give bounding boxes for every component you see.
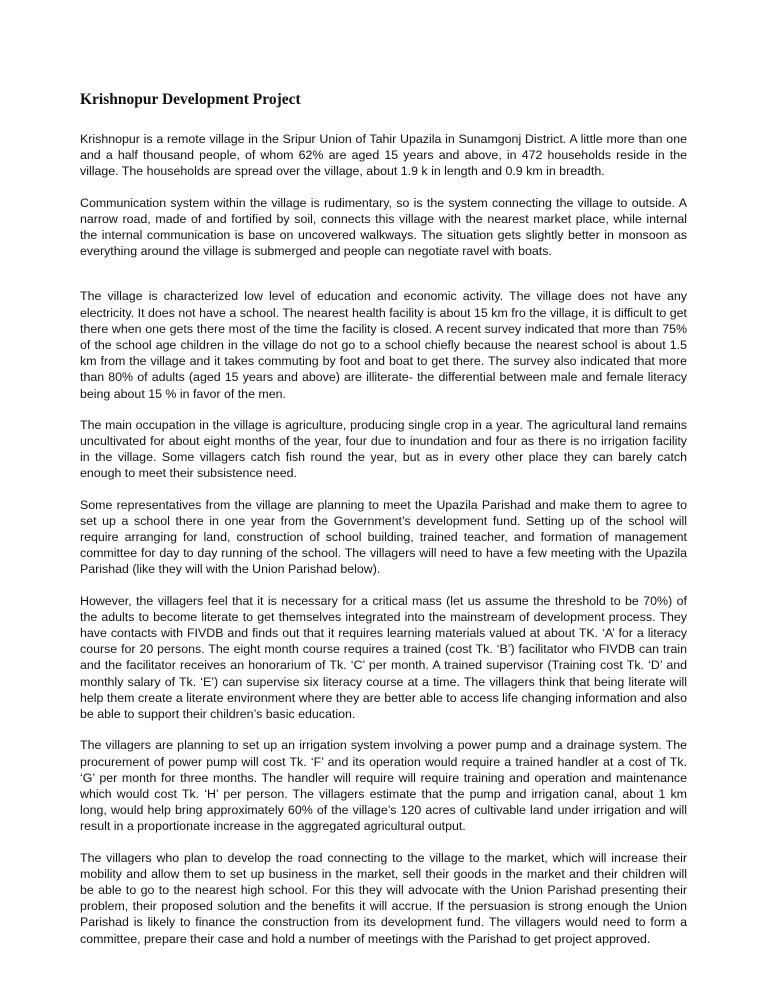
paragraph-irrigation: The villagers are planning to set up an irrigation system involving a power pump and a drainage system. The procurement of power pump will cost Tk. ‘F’ and its operation would require a trained handler at a cost of Tk. ‘G’ per month for three months. The handler will require will require training and operation and maintenance which would cost Tk. ‘H’ per person. The villagers estimate that the pump and irrigation canal, about 1 km long, would help bring approximately 60% of the village’s 120 acres of cultivable land under irrigation and will result in a proportionate increase in the aggregated agricultural output.	[80, 738, 687, 834]
paragraph-road: The villagers who plan to develop the road connecting to the village to the market, which will increase their mobility and allow them to set up business in the market, sell their goods in the market and their children will be able to go to the nearest high school. For this they will advocate with the Union Parishad presenting their problem, their proposed solution and the benefits it will accrue. If the persuasion is strong enough the Union Parishad is likely to finance the construction from its development fund. The villagers would need to form a committee, prepare their case and hold a number of meetings with the Parishad to get project approved.	[80, 850, 687, 946]
paragraph-education-health: The village is characterized low level of education and economic activity. The village does not have any electricity. It does not have a school. The nearest health facility is about 15 km fro the village, it is difficult to get there when one gets there most of the time the facility is closed. A recent survey indicated that more than 75% of the school age children in the village do not go to a school chiefly because the nearest school is about 1.5 km from the village and it takes commuting by foot and boat to get there. The survey also indicated that more than 80% of adults (aged 15 years and above) are illiterate- the differential between male and female literacy being about 15 % in favor of the men.	[80, 289, 687, 401]
paragraph-village-overview: Krishnopur is a remote village in the Sripur Union of Tahir Upazila in Sunamgonj District. A little more than one and a half thousand people, of whom 62% are aged 15 years and above, in 472 households reside in the village. The households are spread over the village, about 1.9 k in length and 0.9 km in breadth.	[80, 132, 687, 179]
document-page	[80, 90, 687, 962]
paragraph-agriculture: The main occupation in the village is agriculture, producing single crop in a year. The agricultural land remains uncultivated for about eight months of the year, four due to inundation and four as there is no irrigation facility in the village. Some villagers catch fish round the year, but as in every other place they can barely catch enough to meet their subsistence need.	[80, 417, 687, 481]
paragraph-literacy: However, the villagers feel that it is necessary for a critical mass (let us assume the threshold to be 70%) of the adults to become literate to get themselves integrated into the mainstream of development process. They have contacts with FIVDB and finds out that it requires learning materials valued at about TK. ‘A’ for a literacy course for 20 persons. The eight month course requires a trained (cost Tk. ‘B’) facilitator who FIVDB can train and the facilitator receives an honorarium of Tk. ‘C’ per month. A trained supervisor (Training cost Tk. ‘D’ and monthly salary of Tk. ‘E’) can supervise six literacy course at a time. The villagers think that being literate will help them create a literate environment where they are better able to access life changing information and also be able to support their children’s basic education.	[80, 593, 687, 722]
document-title: Krishnopur Development Project	[80, 91, 301, 108]
paragraph-communication: Communication system within the village is rudimentary, so is the system connecting the village to outside. A narrow road, made of and fortified by soil, connects this village with the nearest market place, while internal the internal communication is base on uncovered walkways. The situation gets slightly better in monsoon as everything around the village is submerged and people can negotiate ravel with boats.	[80, 195, 687, 259]
paragraph-school-plan: Some representatives from the village are planning to meet the Upazila Parishad and make them to agree to set up a school there in one year from the Government’s development fund. Setting up of the school will require arranging for land, construction of school building, trained teacher, and formation of management committee for day to day running of the school. The villagers will need to have a few meeting with the Upazila Parishad (like they will with the Union Parishad below).	[80, 497, 687, 577]
